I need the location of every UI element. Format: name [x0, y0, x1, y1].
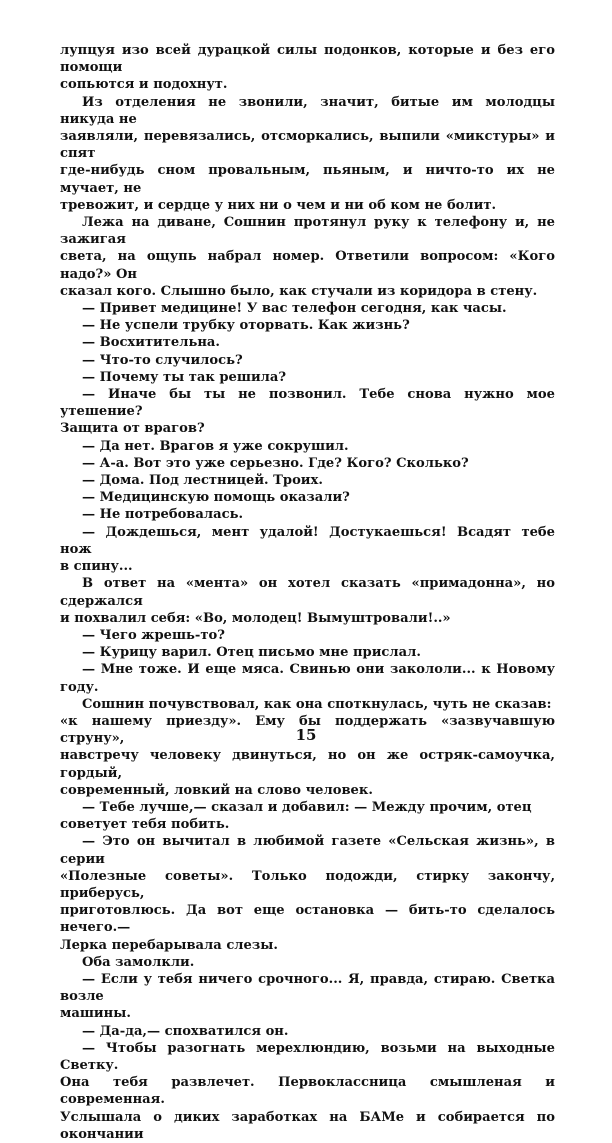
- dialogue-line: — Медицинскую помощь оказали?: [82, 490, 350, 506]
- dialogue-line: — Да нет. Врагов я уже сокрушил.: [82, 438, 349, 454]
- dialogue-line: — Привет медицине! У вас телефон сегодня, как часы.: [82, 301, 507, 317]
- dialogue-line: — Да-да,— спохватился он.: [82, 1023, 289, 1039]
- paragraph: лупцуя изо всей дурацкой силы подонков, которые и без его помощи сопьются и подохнут.: [60, 43, 555, 93]
- dialogue-line: — Тебе лучше,— сказал и добавил: — Между прочим, отец советует тебя побить.: [60, 799, 532, 833]
- dialogue-line: — Чего жрешь-то?: [82, 627, 225, 643]
- paragraph: Сошнин почувствовал, как она споткнулась, чуть не сказав: «к нашему приезду». Ему бы поддержать «зазвучавшую струну», навстречу человеку двинуться, но он же остряк-самоучка, гордый, современный, ловкий на слово человек.: [60, 696, 555, 798]
- dialogue-line: — Это он вычитал в любимой газете «Сельская жизнь», в серии «Полезные советы». Только подожди, стирку закончу, приберусь, приготовлюсь. Да вот еще остановка — бить-то сделалось нечего.— Лерка перебарывала слезы.: [60, 834, 555, 953]
- paragraph: Оба замолкли.: [82, 954, 195, 970]
- dialogue-line: — Что-то случилось?: [82, 352, 243, 368]
- dialogue-line: — Дождешься, мент удалой! Достукаешься! Всадят тебе нож в спину...: [60, 524, 555, 575]
- page-number: 15: [295, 726, 317, 744]
- dialogue-line: — Если у тебя ничего срочного... Я, правда, стираю. Светка возле машины.: [60, 971, 555, 1022]
- dialogue-line: — Мне тоже. И еще мяса. Свинью они закололи... к Новому году.: [60, 662, 555, 695]
- book-page-text: [60, 42, 555, 1143]
- dialogue-line: — Дома. Под лестницей. Троих.: [82, 473, 323, 489]
- dialogue-line: — А-а. Вот это уже серьезно. Где? Кого? Сколько?: [82, 455, 469, 471]
- dialogue-line: — Не успели трубку оторвать. Как жизнь?: [82, 318, 410, 334]
- paragraph: Из отделения не звонили, значит, битые им молодцы никуда не заявляли, перевязались, отсморкались, выпили «микстуры» и спят где-нибудь сном провальным, пьяным, и ничто-то их не мучает, не тревожит, и сердце у них ни о чем и ни об ком не болит.: [60, 94, 555, 213]
- dialogue-line: — Курицу варил. Отец письмо мне прислал.: [82, 645, 421, 661]
- paragraph: Лежа на диване, Сошнин протянул руку к телефону и, не зажигая света, на ощупь набрал номер. Ответили вопросом: «Кого надо?» Он сказал кого. Слышно было, как стучали из коридора в стену.: [60, 215, 555, 299]
- dialogue-line: — Почему ты так решила?: [82, 369, 287, 385]
- dialogue-line: — Чтобы разогнать мерехлюндию, возьми на выходные Светку. Она тебя развлечет. Первоклассница смышленая и современная. Услышала о диких заработках на БАМе и собирается по окончании: [60, 1040, 555, 1142]
- dialogue-line: — Не потребовалась.: [82, 507, 244, 523]
- dialogue-line: — Иначе бы ты не позвонил. Тебе снова нужно мое утешение? Защита от врагов?: [60, 387, 555, 437]
- paragraph: В ответ на «мента» он хотел сказать «примадонна», но сдержался и похвалил себя: «Во, молодец! Вымуштровали!..»: [60, 576, 555, 626]
- dialogue-line: — Восхитительна.: [82, 335, 220, 351]
